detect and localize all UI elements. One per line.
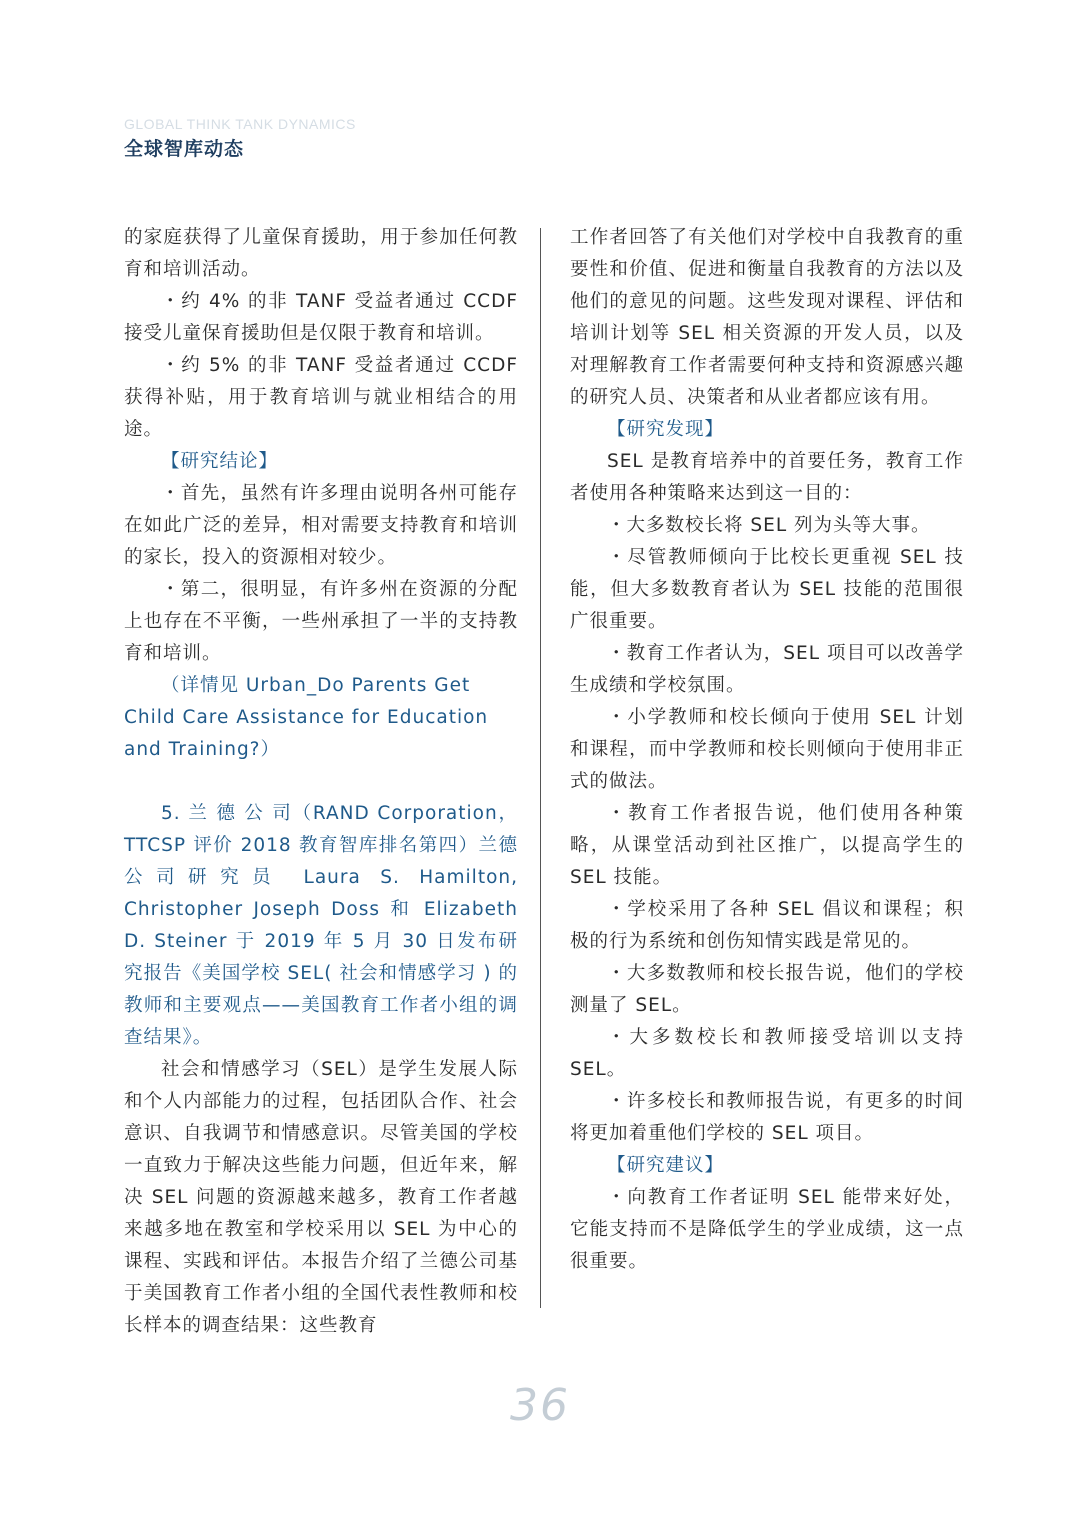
bullet-item: ・约 4% 的非 TANF 受益者通过 CCDF 接受儿童保育援助但是仅限于教育和培训。 xyxy=(124,291,518,344)
header-title: 全球智库动态 xyxy=(124,138,245,160)
section-heading-findings: 【研究发现】 xyxy=(607,419,725,440)
bullet-item: ・尽管教师倾向于比校长更重视 SEL 技能，但大多数教育者认为 SEL 技能的范围很广很重要。 xyxy=(570,547,964,632)
right-column xyxy=(570,222,964,1278)
bullet-item: ・大多数校长将 SEL 列为头等大事。 xyxy=(607,515,931,536)
bullet-item: ・教育工作者报告说，他们使用各种策略，从课堂活动到社区推广，以提高学生的 SEL 技能。 xyxy=(570,803,964,888)
header-subtitle-en: GLOBAL THINK TANK DYNAMICS xyxy=(124,116,356,132)
section-heading-conclusion: 【研究结论】 xyxy=(161,451,279,472)
report-intro: 5. 兰 德 公 司（RAND Corporation，TTCSP 评价 2018 教育智库排名第四）兰德公司研究员 Laura S. Hamilton, Christopher Joseph Doss 和 Elizabeth D. Steiner 于 2019 年 5 月 30 日发布研究报告《美国学校 SEL( 社会和情感学习 ) 的教师和主要观点——美国教育工作者小组的调查结果》。 xyxy=(124,803,518,1048)
reference-link[interactable]: （详情见 Urban_Do Parents Get Child Care Assistance for Education and Training?） xyxy=(124,675,489,760)
bullet-item: ・首先，虽然有许多理由说明各州可能存在如此广泛的差异，相对需要支持教育和培训的家长，投入的资源相对较少。 xyxy=(124,483,518,568)
paragraph: 的家庭获得了儿童保育援助，用于参加任何教育和培训活动。 xyxy=(124,227,518,280)
bullet-item: ・许多校长和教师报告说，有更多的时间将更加着重他们学校的 SEL 项目。 xyxy=(570,1091,964,1144)
column-divider xyxy=(540,228,541,1308)
bullet-item: ・大多数教师和校长报告说，他们的学校测量了 SEL。 xyxy=(570,963,964,1016)
bullet-item: ・第二，很明显，有许多州在资源的分配上也存在不平衡，一些州承担了一半的支持教育和培训。 xyxy=(124,579,518,664)
spacer xyxy=(124,766,518,798)
bullet-item: ・约 5% 的非 TANF 受益者通过 CCDF 获得补贴，用于教育培训与就业相结合的用途。 xyxy=(124,355,518,440)
bullet-item: ・小学教师和校长倾向于使用 SEL 计划和课程，而中学教师和校长则倾向于使用非正式的做法。 xyxy=(570,707,964,792)
page-number: 36 xyxy=(510,1380,570,1431)
bullet-item: ・学校采用了各种 SEL 倡议和课程；积极的行为系统和创伤知情实践是常见的。 xyxy=(570,899,964,952)
paragraph: 工作者回答了有关他们对学校中自我教育的重要性和价值、促进和衡量自我教育的方法以及他们的意见的问题。这些发现对课程、评估和培训计划等 SEL 相关资源的开发人员，以及对理解教育工作者需要何种支持和资源感兴趣的研究人员、决策者和从业者都应该有用。 xyxy=(570,227,964,408)
bullet-item: ・大多数校长和教师接受培训以支持 SEL。 xyxy=(570,1027,964,1080)
paragraph: SEL 是教育培养中的首要任务，教育工作者使用各种策略来达到这一目的： xyxy=(570,451,964,504)
section-heading-recommendations: 【研究建议】 xyxy=(607,1155,725,1176)
left-column xyxy=(124,222,518,1342)
paragraph: 社会和情感学习（SEL）是学生发展人际和个人内部能力的过程，包括团队合作、社会意识、自我调节和情感意识。尽管美国的学校一直致力于解决这些能力问题，但近年来，解决 SEL 问题的资源越来越多，教育工作者越来越多地在教室和学校采用以 SEL 为中心的课程、实践和评估。本报告介绍了兰德公司基于美国教育工作者小组的全国代表性教师和校长样本的调查结果：这些教育 xyxy=(124,1059,518,1336)
bullet-item: ・教育工作者认为，SEL 项目可以改善学生成绩和学校氛围。 xyxy=(570,643,964,696)
bullet-item: ・向教育工作者证明 SEL 能带来好处，它能支持而不是降低学生的学业成绩，这一点很重要。 xyxy=(570,1187,964,1272)
